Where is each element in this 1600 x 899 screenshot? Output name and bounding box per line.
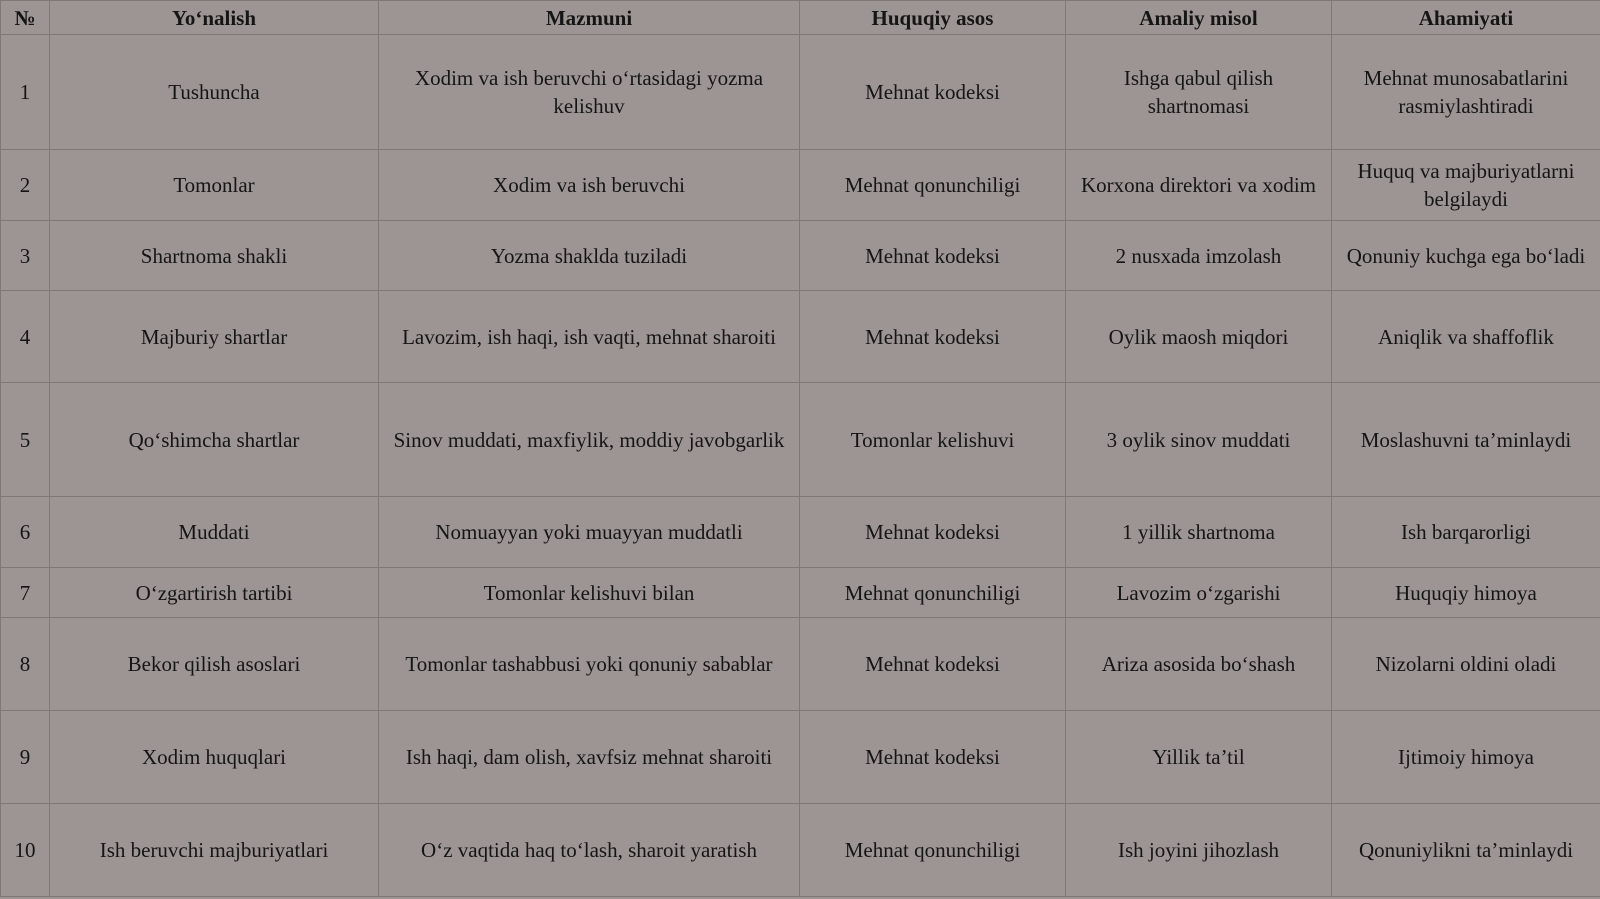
cell-content: Tomonlar kelishuvi bilan [379, 568, 800, 618]
table-row [1, 150, 1600, 221]
cell-content: Nomuayyan yoki muayyan muddatli [379, 497, 800, 568]
cell-importance: Ijtimoiy himoya [1332, 711, 1600, 804]
header-row [1, 1, 1600, 35]
cell-legal-basis: Mehnat kodeksi [800, 618, 1066, 711]
cell-number: 4 [1, 291, 50, 383]
header-importance: Ahamiyati [1332, 1, 1600, 35]
cell-number: 1 [1, 35, 50, 150]
cell-direction: Ish beruvchi majburiyatlari [50, 804, 379, 897]
header-number: № [1, 1, 50, 35]
cell-content: Lavozim, ish haqi, ish vaqti, mehnat sharoiti [379, 291, 800, 383]
cell-direction: Majburiy shartlar [50, 291, 379, 383]
cell-number: 8 [1, 618, 50, 711]
cell-importance: Moslashuvni ta’minlaydi [1332, 383, 1600, 497]
cell-practical-example: Korxona direktori va xodim [1066, 150, 1332, 221]
cell-number: 10 [1, 804, 50, 897]
cell-content: Sinov muddati, maxfiylik, moddiy javobgarlik [379, 383, 800, 497]
cell-importance: Huquqiy himoya [1332, 568, 1600, 618]
cell-practical-example: 1 yillik shartnoma [1066, 497, 1332, 568]
cell-number: 9 [1, 711, 50, 804]
cell-direction: Tomonlar [50, 150, 379, 221]
cell-legal-basis: Mehnat qonunchiligi [800, 804, 1066, 897]
cell-importance: Nizolarni oldini oladi [1332, 618, 1600, 711]
cell-legal-basis: Mehnat kodeksi [800, 291, 1066, 383]
cell-direction: O‘zgartirish tartibi [50, 568, 379, 618]
cell-content: Ish haqi, dam olish, xavfsiz mehnat sharoiti [379, 711, 800, 804]
cell-importance: Ish barqarorligi [1332, 497, 1600, 568]
cell-legal-basis: Mehnat qonunchiligi [800, 150, 1066, 221]
header-legal-basis: Huquqiy asos [800, 1, 1066, 35]
cell-importance: Qonuniy kuchga ega bo‘ladi [1332, 221, 1600, 291]
cell-importance: Qonuniylikni ta’minlaydi [1332, 804, 1600, 897]
cell-direction: Shartnoma shakli [50, 221, 379, 291]
table-row [1, 35, 1600, 150]
cell-number: 5 [1, 383, 50, 497]
cell-practical-example: Ariza asosida bo‘shash [1066, 618, 1332, 711]
cell-legal-basis: Mehnat qonunchiligi [800, 568, 1066, 618]
cell-practical-example: 2 nusxada imzolash [1066, 221, 1332, 291]
header-content: Mazmuni [379, 1, 800, 35]
cell-importance: Aniqlik va shaffoflik [1332, 291, 1600, 383]
header-direction: Yo‘nalish [50, 1, 379, 35]
cell-direction: Tushuncha [50, 35, 379, 150]
cell-content: Xodim va ish beruvchi [379, 150, 800, 221]
cell-content: Tomonlar tashabbusi yoki qonuniy sabablar [379, 618, 800, 711]
cell-legal-basis: Mehnat kodeksi [800, 35, 1066, 150]
cell-practical-example: Oylik maosh miqdori [1066, 291, 1332, 383]
cell-practical-example: Lavozim o‘zgarishi [1066, 568, 1332, 618]
cell-importance: Huquq va majburiyatlarni belgilaydi [1332, 150, 1600, 221]
table-row [1, 221, 1600, 291]
cell-direction: Muddati [50, 497, 379, 568]
cell-number: 6 [1, 497, 50, 568]
cell-importance: Mehnat munosabatlarini rasmiylashtiradi [1332, 35, 1600, 150]
cell-number: 2 [1, 150, 50, 221]
cell-number: 7 [1, 568, 50, 618]
table-row [1, 568, 1600, 618]
cell-number: 3 [1, 221, 50, 291]
header-practical-example: Amaliy misol [1066, 1, 1332, 35]
cell-practical-example: Yillik ta’til [1066, 711, 1332, 804]
cell-content: Yozma shaklda tuziladi [379, 221, 800, 291]
cell-practical-example: 3 oylik sinov muddati [1066, 383, 1332, 497]
cell-direction: Bekor qilish asoslari [50, 618, 379, 711]
cell-legal-basis: Mehnat kodeksi [800, 497, 1066, 568]
cell-practical-example: Ish joyini jihozlash [1066, 804, 1332, 897]
cell-practical-example: Ishga qabul qilish shartnomasi [1066, 35, 1332, 150]
table-row [1, 383, 1600, 497]
cell-legal-basis: Mehnat kodeksi [800, 711, 1066, 804]
cell-legal-basis: Tomonlar kelishuvi [800, 383, 1066, 497]
cell-direction: Qo‘shimcha shartlar [50, 383, 379, 497]
table-row [1, 497, 1600, 568]
table-row [1, 291, 1600, 383]
table-row [1, 618, 1600, 711]
table-row [1, 804, 1600, 897]
cell-content: O‘z vaqtida haq to‘lash, sharoit yaratish [379, 804, 800, 897]
table-row [1, 711, 1600, 804]
cell-content: Xodim va ish beruvchi o‘rtasidagi yozma kelishuv [379, 35, 800, 150]
cell-direction: Xodim huquqlari [50, 711, 379, 804]
cell-legal-basis: Mehnat kodeksi [800, 221, 1066, 291]
